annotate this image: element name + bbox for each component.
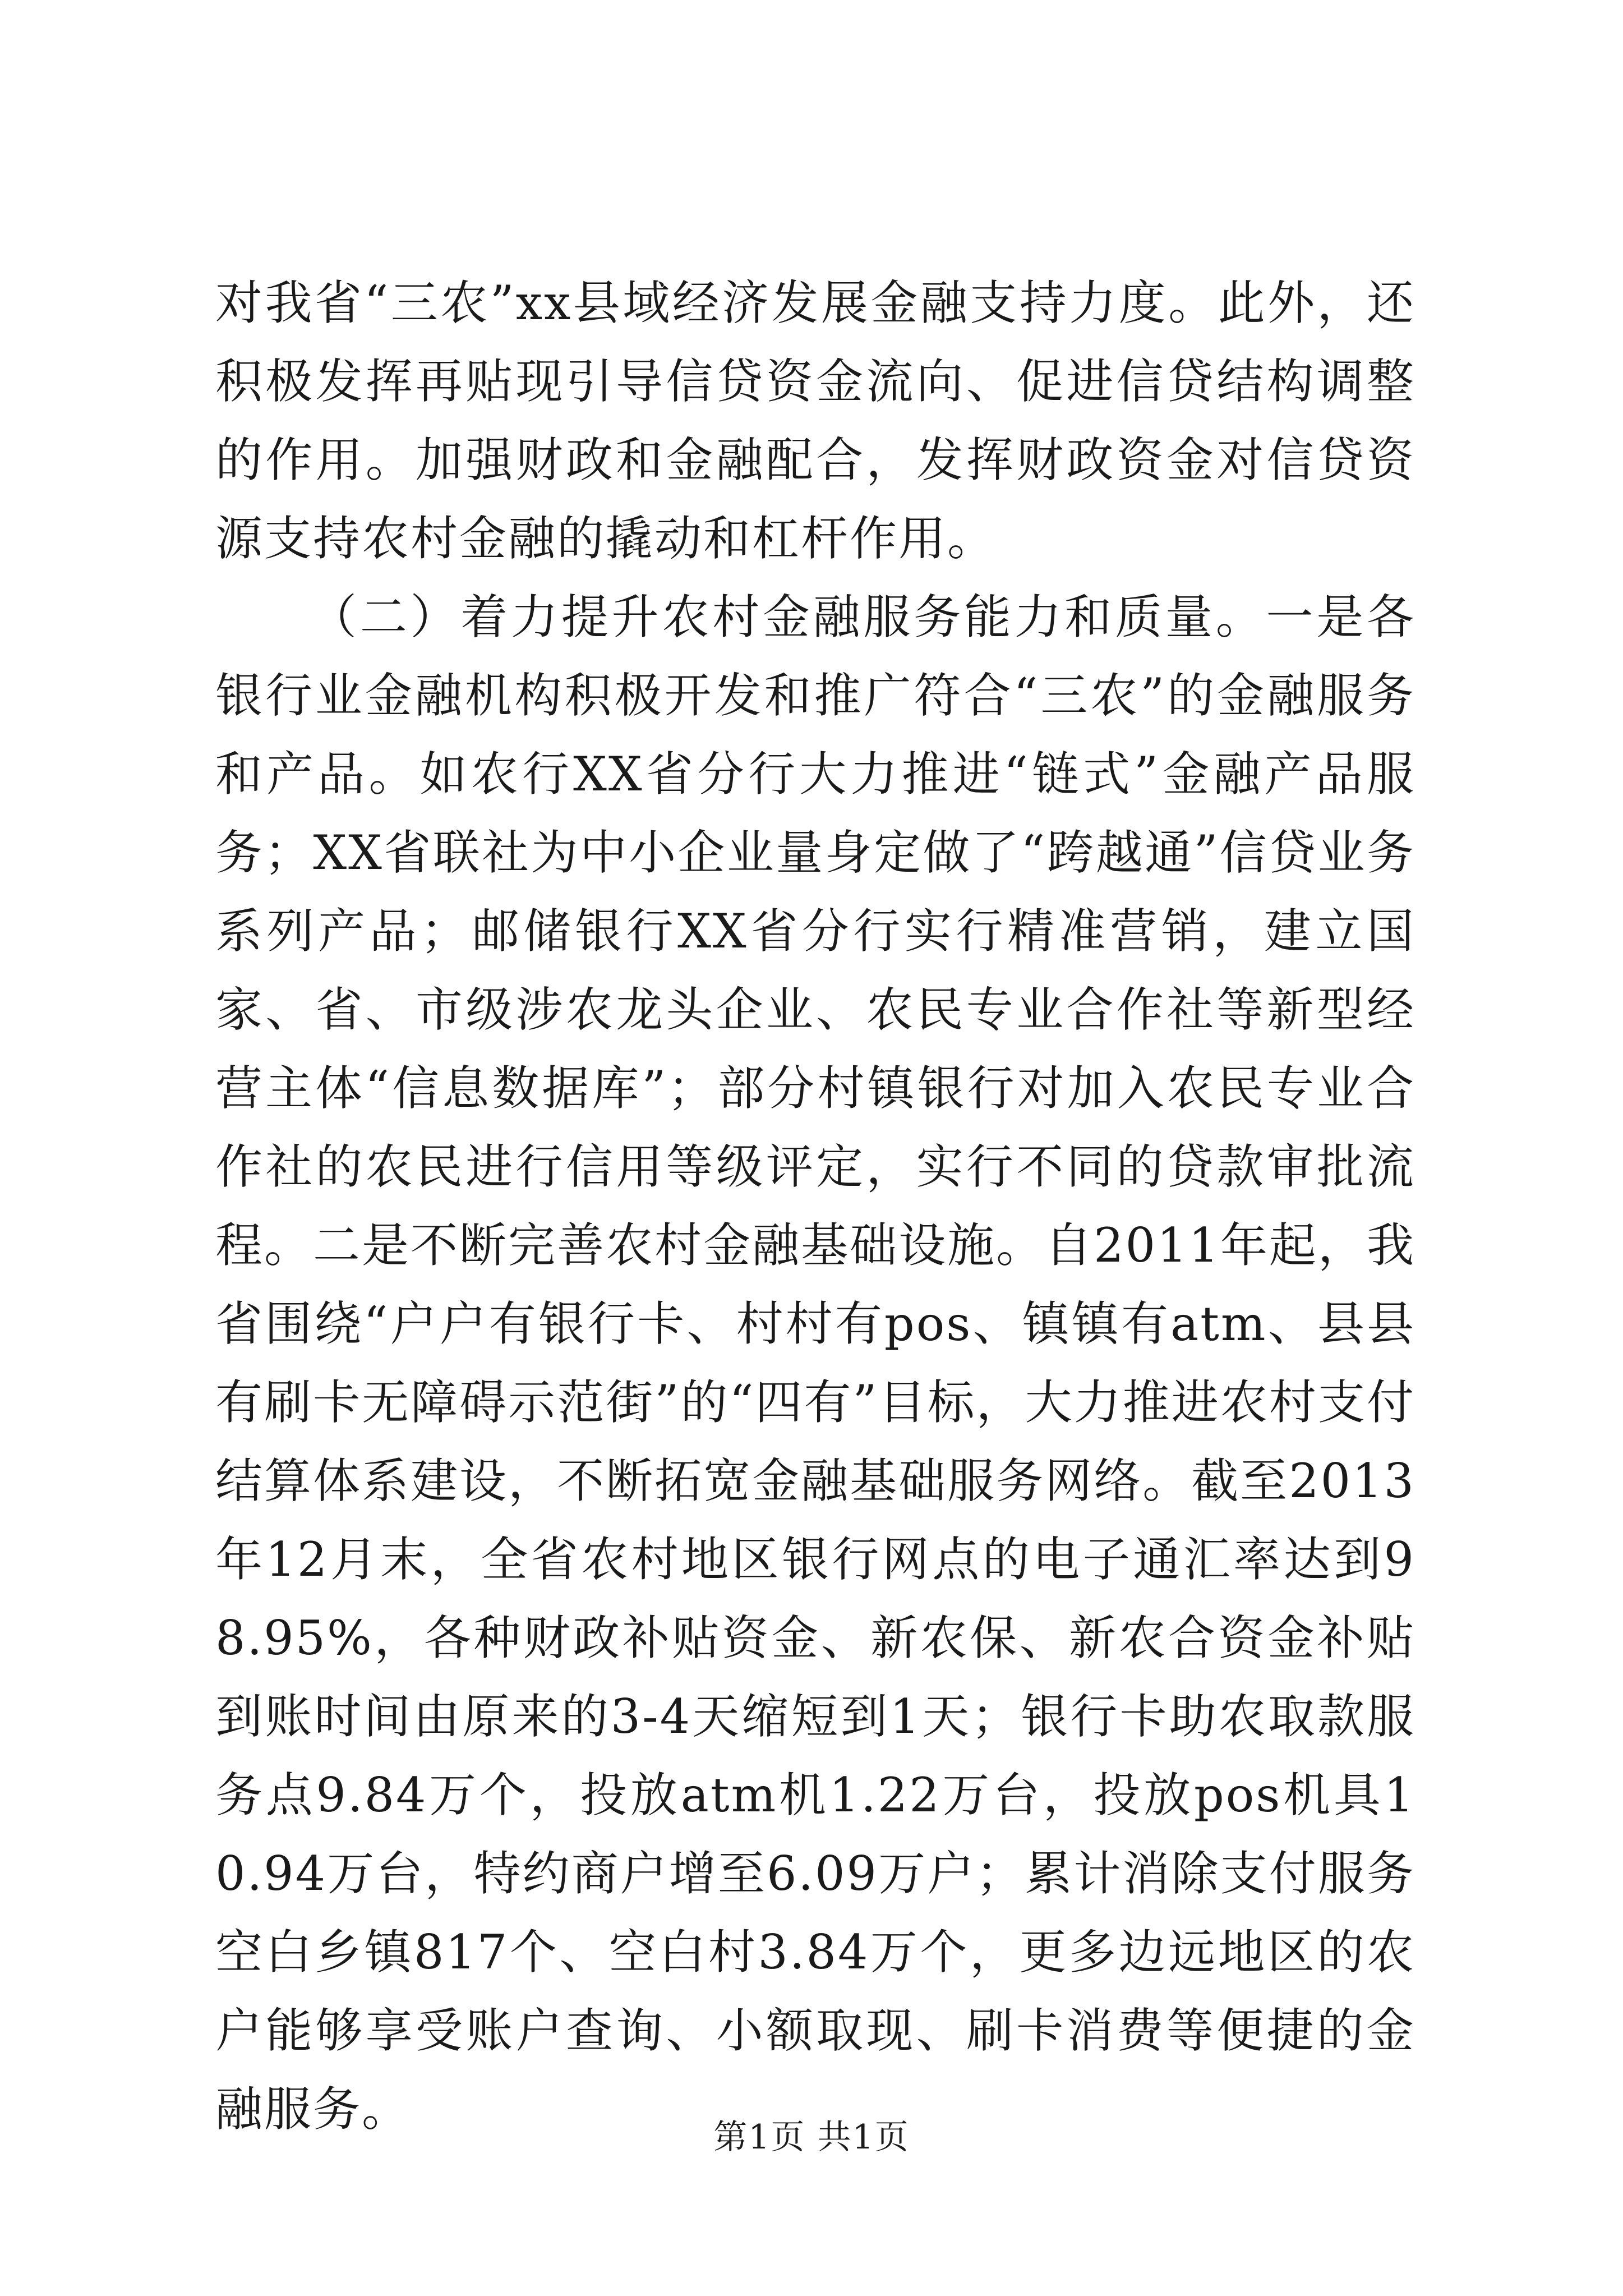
page-number-label: 第1页 共1页: [713, 2118, 910, 2157]
paragraph-section-two: （二）着力提升农村金融服务能力和质量。一是各银行业金融机构积极开发和推广符合“三农”的金融服务和产品。如农行XX省分行大力推进“链式”金融产品服务；XX省联社为中小企业量身定做了“跨越通”信贷业务系列产品；邮储银行XX省分行实行精准营销，建立国家、省、市级涉农龙头企业、农民专业合作社等新型经营主体“信息数据库”；部分村镇银行对加入农民专业合作社的农民进行信用等级评定，实行不同的贷款审批流程。二是不断完善农村金融基础设施。自2011年起，我省围绕“户户有银行卡、村村有pos、镇镇有atm、县县有刷卡无障碍示范街”的“四有”目标，大力推进农村支付结算体系建设，不断拓宽金融基础服务网络。截至2013年12月末，全省农村地区银行网点的电子通汇率达到98.95%，各种财政补贴资金、新农保、新农合资金补贴到账时间由原来的3-4天缩短到1天；银行卡助农取款服务点9.84万个，投放atm机1.22万台，投放pos机具10.94万台，特约商户增至6.09万户；累计消除支付服务空白乡镇817个、空白村3.84万个，更多边远地区的农户能够享受账户查询、小额取现、刷卡消费等便捷的金融服务。: [215, 590, 1415, 2137]
document-body: [215, 264, 1415, 2148]
page-footer: [0, 2115, 1623, 2160]
paragraph-continuation: 对我省“三农”xx县域经济发展金融支持力度。此外，还积极发挥再贴现引导信贷资金流向、促进信贷结构调整的作用。加强财政和金融配合，发挥财政资金对信贷资源支持农村金融的撬动和杠杆作用。: [215, 275, 1415, 566]
